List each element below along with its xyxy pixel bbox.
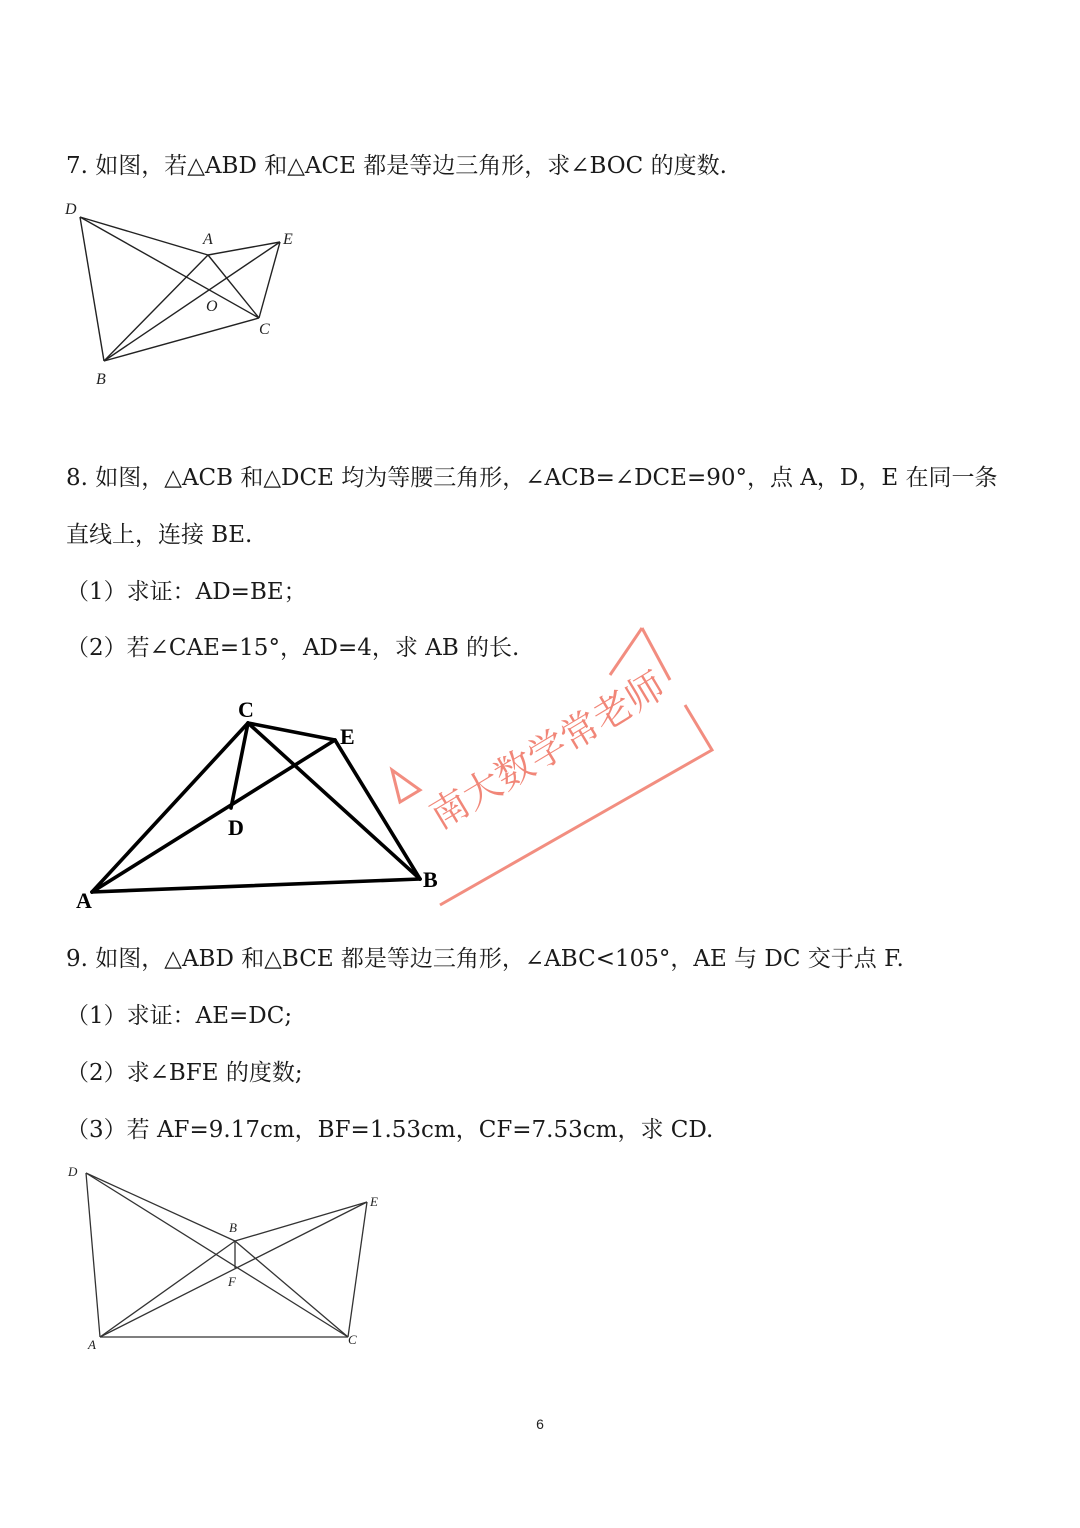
q9-part1: （1）求证：AE=DC; <box>66 1003 293 1029</box>
q7-seg-DA <box>80 217 208 255</box>
q9-label-A: A <box>88 1337 96 1352</box>
q7-label-O: O <box>206 298 218 315</box>
watermark-text: 南大数学常老师 <box>421 662 673 838</box>
q7-seg-BE <box>104 242 280 361</box>
watermark-frame-top-left <box>610 628 642 675</box>
q9-label-D: D <box>68 1164 78 1179</box>
q7-label-D: D <box>65 201 77 218</box>
page-number: 6 <box>536 1416 544 1432</box>
q8-part2: （2）若∠CAE=15°，AD=4，求 AB 的长. <box>66 635 520 661</box>
q7-figure <box>60 195 310 395</box>
q9-part3: （3）若 AF=9.17cm，BF=1.53cm，CF=7.53cm，求 CD. <box>66 1117 714 1143</box>
q9-stem: 9. 如图，△ABD 和△BCE 都是等边三角形，∠ABC<105°，AE 与 DC 交于点 F. <box>66 946 904 972</box>
q9-label-B: B <box>229 1220 237 1235</box>
q7-stem: 7. 如图，若△ABD 和△ACE 都是等边三角形，求∠BOC 的度数. <box>66 153 727 179</box>
q9-seg-DA <box>86 1173 100 1337</box>
q7-seg-DC <box>80 217 259 318</box>
q9-label-E: E <box>370 1194 378 1209</box>
q8-stem-line1: 8. 如图，△ACB 和△DCE 均为等腰三角形，∠ACB=∠DCE=90°，点 A，D，E 在同一条 <box>66 465 998 491</box>
q8-label-D: D <box>228 815 244 840</box>
q9-seg-DB <box>86 1173 235 1241</box>
q7-label-A: A <box>203 231 213 248</box>
q9-figure <box>60 1160 400 1360</box>
q7-label-E: E <box>283 231 293 248</box>
q9-part2: （2）求∠BFE 的度数; <box>66 1060 303 1086</box>
watermark-triangle-icon <box>392 770 420 802</box>
q8-seg-AB <box>92 879 420 892</box>
q7-seg-DB <box>80 217 104 361</box>
q9-label-F: F <box>228 1274 236 1289</box>
q9-label-C: C <box>348 1332 357 1347</box>
q8-part1: （1）求证：AD=BE； <box>66 579 307 605</box>
watermark <box>380 620 720 914</box>
q8-label-C: C <box>238 697 254 722</box>
q9-seg-AB <box>100 1241 235 1337</box>
q8-label-A: A <box>76 888 92 913</box>
q9-seg-DC <box>86 1173 348 1337</box>
q7-seg-AB <box>104 255 208 361</box>
q7-label-B: B <box>96 371 106 388</box>
q7-label-C: C <box>259 321 270 338</box>
q9-seg-CE <box>348 1202 367 1337</box>
q8-seg-CE <box>248 723 335 740</box>
q9-seg-BC <box>235 1241 348 1337</box>
q8-stem-line2: 直线上，连接 BE. <box>66 522 253 548</box>
q8-label-B: B <box>423 867 438 892</box>
q8-label-E: E <box>340 724 355 749</box>
q7-seg-BC <box>104 318 259 361</box>
